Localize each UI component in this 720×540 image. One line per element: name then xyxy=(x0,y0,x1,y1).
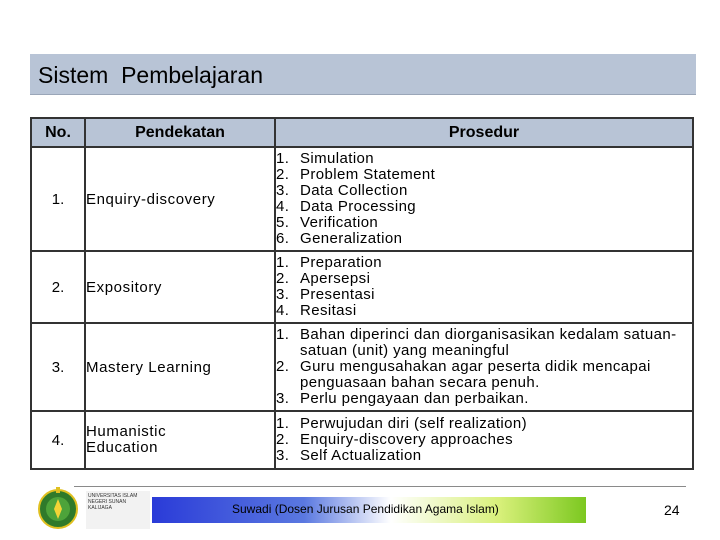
list-item xyxy=(276,183,692,199)
slide-title-bar xyxy=(30,54,696,95)
list-item xyxy=(276,287,692,303)
procedure-steps-list xyxy=(276,327,692,407)
step-text: Enquiry-discovery approaches xyxy=(300,431,513,448)
step-number: 4. xyxy=(276,198,290,215)
step-number: 6. xyxy=(276,230,290,247)
table-row xyxy=(31,411,693,469)
step-text: Self Actualization xyxy=(300,447,422,464)
step-text: Apersepsi xyxy=(300,270,371,287)
university-seal-icon xyxy=(37,485,79,529)
university-name-label: UNIVERSITAS ISLAM NEGERI SUNAN KALIJAGA xyxy=(86,491,150,529)
list-item xyxy=(276,359,692,391)
row-approach: Enquiry-discovery xyxy=(85,147,275,251)
row-procedure xyxy=(275,411,693,469)
header-no: No. xyxy=(31,118,85,147)
step-number: 2. xyxy=(276,270,290,287)
learning-system-table xyxy=(30,117,694,470)
step-number: 3. xyxy=(276,447,290,464)
step-text: Perlu pengayaan dan perbaikan. xyxy=(300,390,529,407)
step-text: Guru mengusahakan agar peserta didik mencapai penguasaan bahan secara penuh. xyxy=(300,358,651,391)
list-item xyxy=(276,199,692,215)
step-text: Data Processing xyxy=(300,198,417,215)
step-text: Data Collection xyxy=(300,182,408,199)
step-text: Generalization xyxy=(300,230,403,247)
footer-divider xyxy=(74,486,686,487)
procedure-steps-list xyxy=(276,255,692,319)
table-row xyxy=(31,323,693,411)
step-text: Bahan diperinci dan diorganisasikan kedalam satuan-satuan (unit) yang meaningful xyxy=(300,326,677,359)
page-number: 24 xyxy=(664,502,680,518)
step-number: 3. xyxy=(276,390,290,407)
header-procedure: Prosedur xyxy=(275,118,693,147)
step-text: Verification xyxy=(300,214,379,231)
list-item xyxy=(276,151,692,167)
row-procedure xyxy=(275,251,693,323)
row-approach: Mastery Learning xyxy=(85,323,275,411)
list-item xyxy=(276,448,692,464)
step-number: 4. xyxy=(276,302,290,319)
row-approach: Expository xyxy=(85,251,275,323)
step-text: Simulation xyxy=(300,150,375,167)
step-text: Resitasi xyxy=(300,302,357,319)
step-text: Preparation xyxy=(300,254,382,271)
row-procedure xyxy=(275,323,693,411)
row-number: 1. xyxy=(31,147,85,251)
step-text: Perwujudan diri (self realization) xyxy=(300,415,528,432)
footer-caption: Suwadi (Dosen Jurusan Pendidikan Agama Islam) xyxy=(232,502,499,516)
row-number: 3. xyxy=(31,323,85,411)
step-text: Presentasi xyxy=(300,286,375,303)
list-item xyxy=(276,327,692,359)
step-number: 1. xyxy=(276,254,290,271)
table-row xyxy=(31,147,693,251)
table-header-row xyxy=(31,118,693,147)
list-item xyxy=(276,231,692,247)
list-item xyxy=(276,416,692,432)
slide-title: Sistem Pembelajaran xyxy=(38,62,263,88)
step-number: 5. xyxy=(276,214,290,231)
step-number: 2. xyxy=(276,431,290,448)
step-text: Problem Statement xyxy=(300,166,436,183)
step-number: 1. xyxy=(276,150,290,167)
step-number: 1. xyxy=(276,326,290,343)
list-item xyxy=(276,271,692,287)
step-number: 2. xyxy=(276,166,290,183)
row-number: 4. xyxy=(31,411,85,469)
row-approach: Humanistic Education xyxy=(85,411,275,469)
step-number: 3. xyxy=(276,286,290,303)
row-procedure xyxy=(275,147,693,251)
step-number: 3. xyxy=(276,182,290,199)
list-item xyxy=(276,303,692,319)
list-item xyxy=(276,391,692,407)
procedure-steps-list xyxy=(276,151,692,247)
table-row xyxy=(31,251,693,323)
header-approach: Pendekatan xyxy=(85,118,275,147)
list-item xyxy=(276,215,692,231)
list-item xyxy=(276,255,692,271)
row-number: 2. xyxy=(31,251,85,323)
step-number: 2. xyxy=(276,358,290,375)
procedure-steps-list xyxy=(276,416,692,464)
list-item xyxy=(276,432,692,448)
list-item xyxy=(276,167,692,183)
step-number: 1. xyxy=(276,415,290,432)
